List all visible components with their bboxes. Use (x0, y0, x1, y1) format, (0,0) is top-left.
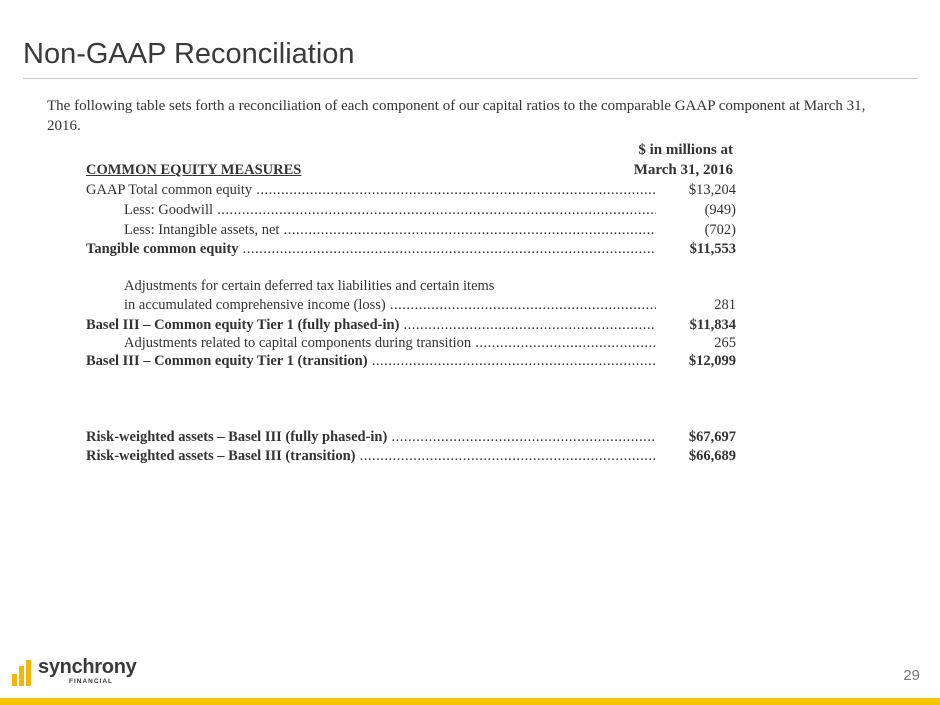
row-value: $11,834 (689, 317, 736, 333)
table-row-rwa-fully-phased-in (86, 427, 736, 447)
column-header-line2: March 31, 2016 (633, 162, 733, 178)
table-row-accumulated-comprehensive-income (86, 295, 736, 315)
column-header (593, 140, 733, 180)
table-row-cet1-fully-phased-in (86, 315, 736, 335)
row-value: (949) (704, 202, 736, 218)
logo-wordmark: synchrony (38, 656, 137, 678)
table-row-deferred-tax-adjustments (86, 276, 736, 296)
row-label: Basel III – Common equity Tier 1 (transition) ..... (86, 351, 656, 371)
row-label: Adjustments for certain deferred tax liabilities and certain items (124, 278, 495, 294)
table-row-rwa-transition (86, 446, 736, 466)
row-value: $67,697 (688, 429, 736, 445)
row-value: $12,099 (688, 353, 736, 369)
row-label: Risk-weighted assets – Basel III (transition) ..... (86, 446, 656, 466)
table-row-tangible-common-equity (86, 239, 736, 259)
table-row-intangible-assets (86, 220, 736, 240)
row-value: (702) (704, 222, 736, 238)
row-value: $66,689 (688, 448, 736, 464)
section-header: COMMON EQUITY MEASURES (86, 162, 302, 178)
logo-subtitle: FINANCIAL (69, 678, 114, 685)
row-label: Tangible common equity ..... (86, 239, 656, 259)
row-label: GAAP Total common equity ..... (86, 180, 656, 200)
page-title: Non-GAAP Reconciliation (23, 38, 355, 70)
row-value: 265 (714, 335, 736, 351)
row-label: in accumulated comprehensive income (loss) ..... (124, 295, 656, 315)
row-label: Risk-weighted assets – Basel III (fully phased-in) ..... (86, 427, 656, 447)
row-label: Less: Intangible assets, net ..... (124, 220, 656, 240)
synchrony-bars-icon (12, 660, 34, 686)
row-value: 281 (714, 297, 736, 313)
row-label: Basel III – Common equity Tier 1 (fully phased-in) ..... (86, 315, 656, 335)
footer-accent-bar (0, 698, 940, 705)
table-row-goodwill (86, 200, 736, 220)
table-row-transition-adjustments (86, 333, 736, 353)
row-value: $11,553 (689, 241, 736, 257)
row-value: $13,204 (688, 182, 736, 198)
page-number: 29 (903, 667, 920, 684)
intro-paragraph: The following table sets forth a reconciliation of each component of our capital ratios to the comparable GAAP component at March 31, 2016. (47, 98, 866, 134)
table-row-gaap-total-common-equity (86, 180, 736, 200)
row-label: Adjustments related to capital components during transition ..... (124, 333, 656, 353)
synchrony-logo (12, 656, 142, 688)
column-header-line1: $ in millions at (638, 142, 733, 158)
table-row-cet1-transition (86, 351, 736, 371)
title-divider (23, 78, 918, 79)
row-label: Less: Goodwill ..... (124, 200, 656, 220)
